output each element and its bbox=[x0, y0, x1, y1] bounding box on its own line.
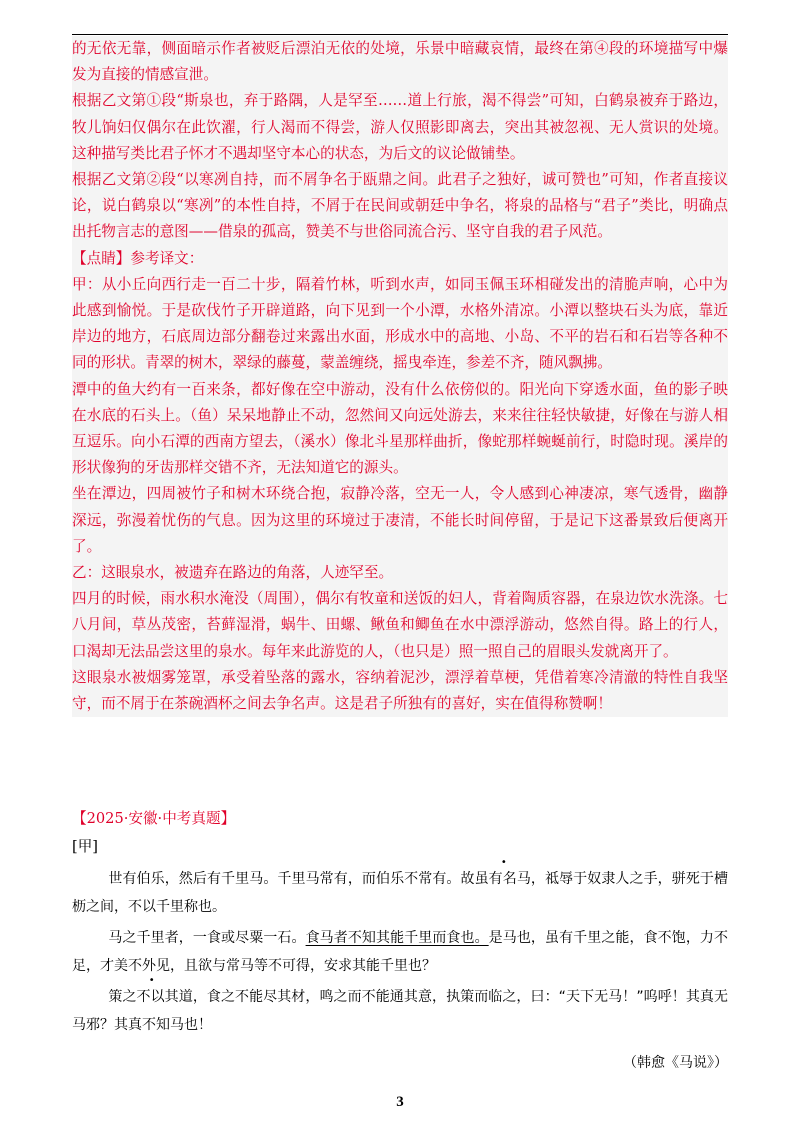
translation-yi-paragraph-3: 这眼泉水被烟雾笼罩，承受着坠落的露水，容纳着泥沙，漂浮着草梗，凭借着寒冷清澈的特性自我坚守，而不屑于在茶碗酒杯之间去争名声。这是君子所独有的喜好，实在值得称赞啊！ bbox=[72, 668, 728, 713]
exam-source-tag: 【2025·安徽·中考真题】 bbox=[72, 810, 236, 827]
answer-analysis-block bbox=[72, 36, 728, 717]
analysis-paragraph-3: 根据乙文第②段“以寒冽自持，而不屑争名于瓯鼎之间。此君子之独好，诚可赞也”可知，作者直接议论，说白鹤泉以“寒冽”的本性自持，不屑于在民间或朝廷中争名，将泉的品格与“君子”类比，明确点出托物言志的意图——借泉的孤高，赞美不与世俗同流合污、坚守自我的君子风范。 bbox=[72, 171, 728, 241]
underlined-sentence: 食马者不知其能千里而食也。 bbox=[305, 930, 489, 946]
classical-paragraph-3 bbox=[72, 984, 728, 1039]
translation-jia-paragraph-3: 坐在潭边，四周被竹子和树木环绕合抱，寂静冷落，空无一人，令人感到心神凄凉，寒气透骨，幽静深远，弥漫着忧伤的气息。因为这里的环境过于凄清，不能长时间停留，于是记下这番景致后便离开了。 bbox=[72, 485, 728, 555]
emphasis-dot-char: • 策 bbox=[108, 989, 122, 1005]
translation-yi-paragraph-2: 四月的时候，雨水积水淹没（周围），偶尔有牧童和送饭的妇人，背着陶质容器，在泉边饮水洗涤。七八月间，草丛茂密，苔藓湿滑，蜗牛、田螺、鳅鱼和鲫鱼在水中漂浮游动，悠然自得。路上的行人，口渴却无法品尝这里的泉水。每年来此游览的人，（也只是）照一照自己的眉眼头发就离开了。 bbox=[72, 590, 728, 660]
page-number: 3 bbox=[396, 1094, 404, 1110]
emphasis-dot-char: • 故 bbox=[461, 871, 475, 887]
classical-paragraph-2 bbox=[72, 925, 728, 980]
top-rule bbox=[72, 34, 728, 35]
classical-text: 虽有名马，祗辱于奴隶人之手，骈死于槽枥之间，不以千里称也。 bbox=[72, 871, 729, 915]
analysis-paragraph-2: 根据乙文第①段“斯泉也，弃于路隅，人是罕至……道上行旅，渴不得尝”可知，白鹤泉被弃于路边，牧儿饷妇仅偶尔在此饮濯，行人渴而不得尝，游人仅照影即离去，突出其被忽视、无人赏识的处境。这种描写类比君子怀才不遇却坚守本心的状态，为后文的议论做铺垫。 bbox=[72, 92, 728, 162]
passage-label-jia: [甲] bbox=[72, 838, 98, 855]
classical-text: 世有伯乐，然后有千里马。千里马常有，而伯乐不常有。 bbox=[108, 871, 461, 887]
translation-jia-paragraph-2: 潭中的鱼大约有一百来条，都好像在空中游动，没有什么依傍似的。阳光向下穿透水面，鱼的影子映在水底的石头上。（鱼）呆呆地静止不动，忽然间又向远处游去，来来往往轻快敏捷，好像在与游人相互逗乐。向小石潭的西南方望去，（溪水）像北斗星那样曲折，像蛇那样蜿蜒前行，时隐时现。溪岸的形状像狗的牙齿那样交错不齐，无法知道它的源头。 bbox=[72, 380, 728, 477]
translation-jia-paragraph-1: 甲：从小丘向西行走一百二十步，隔着竹林，听到水声，如同玉佩玉环相碰发出的清脆声响，心中为此感到愉悦。于是砍伐竹子开辟道路，向下见到一个小潭，水格外清凉。小潭以整块石头为底，靠近岸边的地方，石底周边部分翻卷过来露出水面，形成水中的高地、小岛、不平的岩石和石岩等各种不同的形状。青翠的树木，翠绿的藤蔓，蒙盖缠绕，摇曳牵连，参差不齐，随风飘拂。 bbox=[72, 275, 728, 372]
classical-paragraph-1 bbox=[72, 866, 728, 921]
classical-text: 之不以其道，食之不能尽其材，鸣之而不能通其意，执策而临之，曰：“天下无马！”呜呼！其真无马邪？其真不知马也！ bbox=[72, 989, 728, 1033]
classical-text: 马之千里者，一食或尽粟一石。 bbox=[108, 930, 306, 946]
classical-passage bbox=[72, 866, 728, 1043]
key-point-heading: 【点睛】参考译文： bbox=[72, 249, 204, 267]
analysis-paragraph-1: 的无依无靠，侧面暗示作者被贬后漂泊无依的处境，乐景中暗藏哀情，最终在第④段的环境描写中爆发为直接的情感宣泄。 bbox=[72, 40, 728, 84]
passage-attribution: （韩愈《马说》） bbox=[623, 1055, 728, 1071]
translation-yi-paragraph-1: 乙：这眼泉水，被遗弃在路边的角落，人迹罕至。 bbox=[72, 564, 394, 582]
classical-text: 是马也，虽有千里之能，食不饱，力不足，才美不外见，且欲与常马等不可得，安求其能千里也？ bbox=[72, 930, 729, 974]
